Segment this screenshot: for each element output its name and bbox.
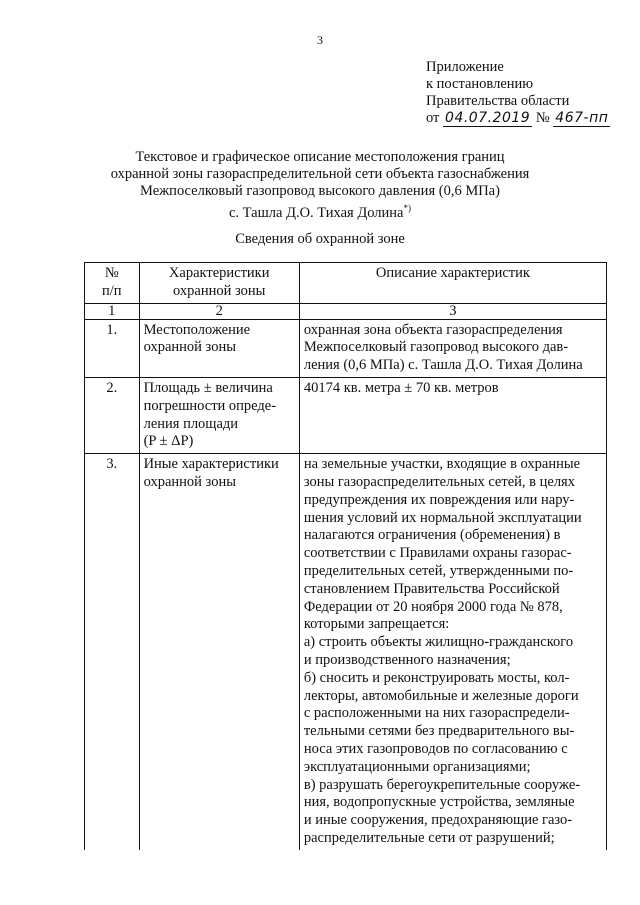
column-number: 2 <box>139 303 299 319</box>
description-line: на земельные участки, входящие в охранные <box>303 456 581 473</box>
description-line: зоны газораспределительных сетей, в целях <box>303 473 575 490</box>
description-line: шения условий их нормальной эксплуатации <box>303 509 582 526</box>
title-line-3: Межпоселковый газопровод высокого давления (0,6 МПа) <box>140 183 500 199</box>
header-num <box>85 263 140 304</box>
table-body <box>85 319 607 850</box>
row-number: 3. <box>85 454 140 850</box>
footnote-mark: *) <box>403 203 411 213</box>
document-title <box>0 149 640 222</box>
appendix-from: от <box>426 110 440 126</box>
table-row <box>85 377 607 453</box>
row-description <box>299 319 606 377</box>
title-line-2: охранной зоны газораспределительной сети объекта газоснабжения <box>110 166 530 182</box>
description-line: соответствии с Правилами охраны газорас- <box>303 545 572 562</box>
table-header-row <box>85 263 607 304</box>
appendix-line-1: Приложение <box>426 59 504 75</box>
row-characteristic <box>139 454 299 850</box>
header-description <box>299 263 606 304</box>
zone-info-table <box>84 262 607 850</box>
characteristic-line: охранной зоны <box>143 339 236 356</box>
description-line: которыми запрещается: <box>303 616 450 633</box>
table-row <box>85 319 607 377</box>
table-row <box>85 454 607 850</box>
title-line-4 <box>0 200 640 222</box>
title-line-4-text: с. Ташла Д.О. Тихая Долина <box>228 204 404 221</box>
description-line: ния, водопропускные устройства, земляные <box>303 794 575 811</box>
description-line: а) строить объекты жилищно-гражданского <box>303 634 574 651</box>
description-line: распределительные сети от разрушений; <box>303 829 555 846</box>
description-line: носа этих газопроводов по согласованию с <box>303 740 568 757</box>
characteristic-line: (P ± ΔP) <box>143 433 194 450</box>
header-line: п/п <box>102 282 122 299</box>
appendix-line-3: Правительства области <box>426 93 570 109</box>
appendix-line-2: к постановлению <box>426 76 534 92</box>
appendix-date-line <box>426 110 610 127</box>
description-line: и иные сооружения, предохраняющие газо- <box>303 812 573 829</box>
row-characteristic <box>139 377 299 453</box>
description-line: предупреждения их повреждения или нару- <box>303 491 575 508</box>
characteristic-line: Местоположение <box>143 321 251 338</box>
appendix-date: 04.07.2019 <box>445 110 531 126</box>
row-characteristic <box>139 319 299 377</box>
row-description <box>299 454 606 850</box>
title-line-1: Текстовое и графическое описание местоположения границ <box>135 149 505 165</box>
characteristic-line: охранной зоны <box>143 473 236 490</box>
description-line: лекторы, автомобильные и железные дороги <box>303 687 579 704</box>
row-description <box>299 377 606 453</box>
description-line: тельными сетями без предварительного вы- <box>303 723 575 740</box>
description-line: и производственного назначения; <box>303 651 511 668</box>
description-line: эксплуатационными организациями; <box>303 758 531 775</box>
description-line: Федерации от 20 ноября 2000 года № 878, <box>303 598 563 615</box>
characteristic-line: Площадь ± величина <box>143 379 273 396</box>
appendix-number: 467-пп <box>555 110 609 126</box>
column-number: 1 <box>85 303 140 319</box>
column-number-row <box>85 303 607 319</box>
appendix-block <box>426 59 610 127</box>
description-line: становлением Правительства Российской <box>303 580 560 597</box>
description-line: с расположенными на них газораспредели- <box>303 705 570 722</box>
description-line: 40174 кв. метра ± 70 кв. метров <box>303 379 499 396</box>
section-subtitle: Сведения об охранной зоне <box>235 231 405 247</box>
header-line: № <box>104 265 119 281</box>
description-line: налагаются ограничения (обременения) в <box>303 527 561 544</box>
description-line: охранная зона объекта газораспределения <box>303 321 563 338</box>
description-line: ления (0,6 МПа) с. Ташла Д.О. Тихая Долина <box>303 357 583 374</box>
page-number: 3 <box>317 33 323 47</box>
column-number: 3 <box>299 303 606 319</box>
row-number: 2. <box>85 377 140 453</box>
header-line: Описание характеристик <box>375 265 530 281</box>
characteristic-line: погрешности опреде- <box>143 397 277 414</box>
characteristic-line: Иные характеристики <box>143 456 279 473</box>
characteristic-line: ления площади <box>143 415 239 432</box>
row-number: 1. <box>85 319 140 377</box>
header-line: Характеристики <box>168 265 270 281</box>
header-line: охранной зоны <box>173 282 266 299</box>
description-line: Межпоселковый газопровод высокого дав- <box>303 339 569 356</box>
header-characteristic <box>139 263 299 304</box>
description-line: пределительных сетей, утвержденными по- <box>303 562 574 579</box>
appendix-no-sign: № <box>535 110 550 126</box>
description-line: б) сносить и реконструировать мосты, кол- <box>303 669 570 686</box>
description-line: в) разрушать берегоукрепительные сооруже- <box>303 776 581 793</box>
